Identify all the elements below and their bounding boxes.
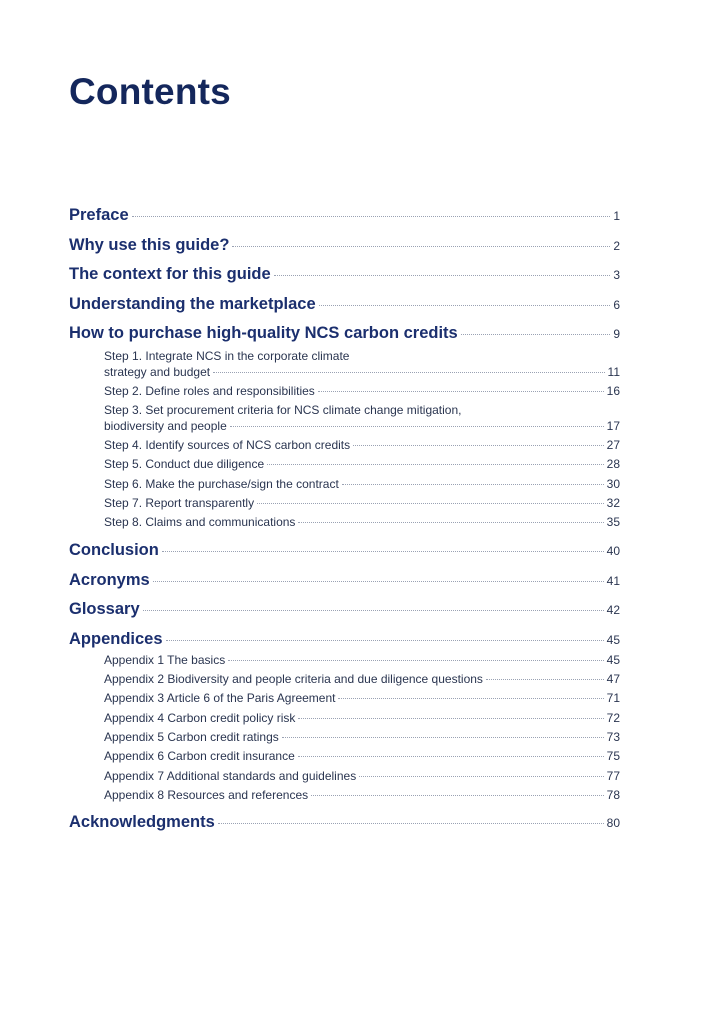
toc-label: Acknowledgments xyxy=(69,813,215,831)
dot-leader xyxy=(267,464,604,465)
toc-page-number: 72 xyxy=(606,711,620,725)
dot-leader xyxy=(218,823,604,824)
toc-page-number: 32 xyxy=(606,496,620,510)
toc-entry-appendix-7[interactable] xyxy=(104,769,620,783)
toc-entry-appendices[interactable] xyxy=(69,630,620,649)
toc-page-number: 27 xyxy=(606,438,620,452)
toc-entry-step-7[interactable] xyxy=(104,496,620,510)
dot-leader xyxy=(213,372,604,373)
page-title: Contents xyxy=(69,71,231,112)
toc-label: Step 6. Make the purchase/sign the contract xyxy=(104,477,339,491)
toc-label: Step 3. Set procurement criteria for NCS climate change mitigation, xyxy=(104,403,462,417)
toc-label-continued: biodiversity and people xyxy=(104,419,227,433)
toc-page-number: 40 xyxy=(606,544,620,558)
toc-page-number: 11 xyxy=(607,365,620,379)
dot-leader xyxy=(298,718,603,719)
toc-entry-marketplace[interactable] xyxy=(69,295,620,314)
toc-page-number: 41 xyxy=(606,574,620,588)
dot-leader xyxy=(353,445,604,446)
dot-leader xyxy=(228,660,603,661)
dot-leader xyxy=(257,503,604,504)
dot-leader xyxy=(143,610,604,611)
toc-label: Step 7. Report transparently xyxy=(104,496,255,510)
dot-leader xyxy=(153,581,604,582)
dot-leader xyxy=(232,246,610,247)
toc-entry-acknowledgments[interactable] xyxy=(69,813,620,832)
toc-label: Why use this guide? xyxy=(69,236,230,254)
toc-label: Appendix 3 Article 6 of the Paris Agreement xyxy=(104,691,336,705)
dot-leader xyxy=(166,640,604,641)
toc-entry-why-use-this-guide[interactable] xyxy=(69,236,620,255)
toc-entry-preface[interactable] xyxy=(69,206,620,225)
toc-page-number: 75 xyxy=(606,749,620,763)
dot-leader xyxy=(338,698,603,699)
toc-label: Step 2. Define roles and responsibilities xyxy=(104,384,315,398)
toc-entry-how-to-purchase[interactable] xyxy=(69,324,620,343)
toc-page-number: 2 xyxy=(613,239,620,253)
toc-page-number: 73 xyxy=(606,730,620,744)
toc-entry-step-3[interactable] xyxy=(104,403,620,433)
toc-page-number: 16 xyxy=(606,384,620,398)
toc-page-number: 71 xyxy=(606,691,620,705)
toc-label: Preface xyxy=(69,206,129,224)
toc-page-number: 1 xyxy=(613,209,620,223)
toc-label-continued: strategy and budget xyxy=(104,365,211,379)
toc-label: Appendix 6 Carbon credit insurance xyxy=(104,749,295,763)
toc-label: Step 8. Claims and communications xyxy=(104,515,296,529)
toc-label: Appendix 8 Resources and references xyxy=(104,788,309,802)
toc-label: Appendices xyxy=(69,630,163,648)
toc-entry-appendix-4[interactable] xyxy=(104,711,620,725)
toc-entry-appendix-6[interactable] xyxy=(104,749,620,763)
toc-label: Acronyms xyxy=(69,571,150,589)
toc-entry-step-6[interactable] xyxy=(104,477,620,491)
toc-entry-appendix-5[interactable] xyxy=(104,730,620,744)
toc-entry-conclusion[interactable] xyxy=(69,541,620,560)
toc-label: Appendix 7 Additional standards and guidelines xyxy=(104,769,357,783)
toc-entry-appendix-8[interactable] xyxy=(104,788,620,802)
toc-page-number: 78 xyxy=(606,788,620,802)
toc-page-number: 77 xyxy=(606,769,620,783)
toc-label: Step 1. Integrate NCS in the corporate climate xyxy=(104,349,350,363)
toc-page-number: 28 xyxy=(606,457,620,471)
toc-label: Glossary xyxy=(69,600,140,618)
dot-leader xyxy=(318,391,604,392)
toc-entry-step-1[interactable] xyxy=(104,349,620,379)
toc-entry-step-8[interactable] xyxy=(104,515,620,529)
toc-label: Appendix 1 The basics xyxy=(104,653,226,667)
toc-label: Appendix 2 Biodiversity and people criteria and due diligence questions xyxy=(104,672,483,686)
dot-leader xyxy=(319,305,611,306)
toc-entry-step-4[interactable] xyxy=(104,438,620,452)
toc-label: Step 5. Conduct due diligence xyxy=(104,457,265,471)
toc-label: Step 4. Identify sources of NCS carbon credits xyxy=(104,438,351,452)
dot-leader xyxy=(311,795,604,796)
toc-page-number: 3 xyxy=(613,268,620,282)
toc-entry-appendix-1[interactable] xyxy=(104,653,620,667)
toc-page-number: 6 xyxy=(613,298,620,312)
toc-label: Appendix 5 Carbon credit ratings xyxy=(104,730,279,744)
dot-leader xyxy=(162,551,604,552)
dot-leader xyxy=(132,216,611,217)
toc-entry-appendix-3[interactable] xyxy=(104,691,620,705)
dot-leader xyxy=(461,334,611,335)
dot-leader xyxy=(342,484,604,485)
toc-page-number: 35 xyxy=(606,515,620,529)
toc-page-number: 42 xyxy=(606,603,620,617)
dot-leader xyxy=(298,522,603,523)
dot-leader xyxy=(298,756,604,757)
toc-page-number: 47 xyxy=(606,672,620,686)
dot-leader xyxy=(359,776,603,777)
toc-page-number: 17 xyxy=(606,419,620,433)
toc-label: Appendix 4 Carbon credit policy risk xyxy=(104,711,296,725)
toc-label: Conclusion xyxy=(69,541,159,559)
toc-label: Understanding the marketplace xyxy=(69,295,316,313)
toc-entry-step-2[interactable] xyxy=(104,384,620,398)
toc-entry-glossary[interactable] xyxy=(69,600,620,619)
toc-page-number: 80 xyxy=(606,816,620,830)
toc-page-number: 45 xyxy=(606,653,620,667)
toc-entry-appendix-2[interactable] xyxy=(104,672,620,686)
toc-label: The context for this guide xyxy=(69,265,271,283)
toc-entry-step-5[interactable] xyxy=(104,457,620,471)
toc-page-number: 30 xyxy=(606,477,620,491)
dot-leader xyxy=(230,426,604,427)
dot-leader xyxy=(282,737,604,738)
dot-leader xyxy=(486,679,604,680)
toc-label: How to purchase high-quality NCS carbon credits xyxy=(69,324,458,342)
toc-entry-acronyms[interactable] xyxy=(69,571,620,590)
toc-page-number: 45 xyxy=(606,633,620,647)
toc-entry-context[interactable] xyxy=(69,265,620,284)
dot-leader xyxy=(274,275,611,276)
toc-page-number: 9 xyxy=(613,327,620,341)
